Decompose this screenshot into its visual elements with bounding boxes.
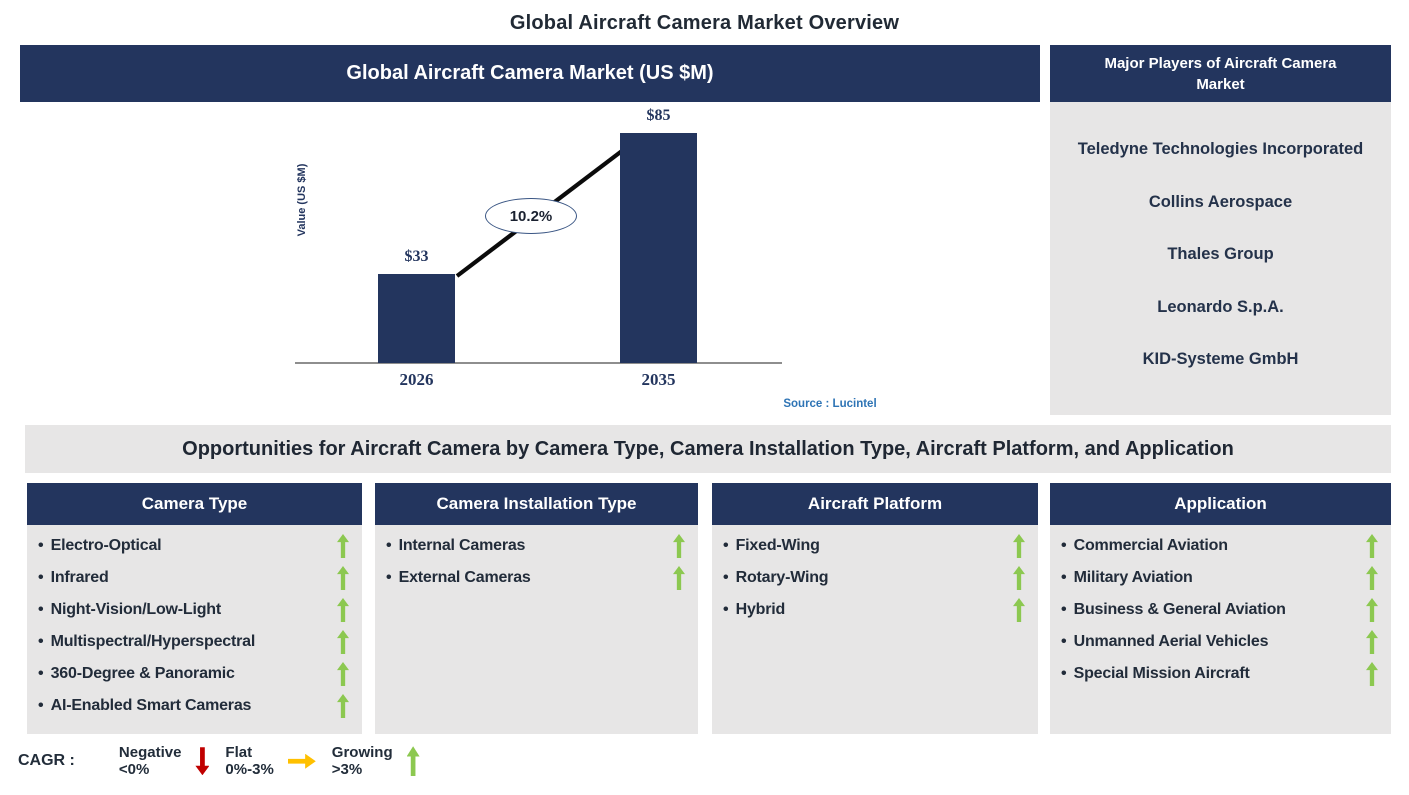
market-chart-panel (20, 45, 1040, 415)
growing-arrow-icon (1366, 630, 1378, 654)
list-item: • Hybrid (723, 594, 1025, 626)
growing-arrow-icon (337, 662, 349, 686)
bullet-icon (1061, 633, 1067, 651)
list-item: • Multispectral/Hyperspectral (38, 626, 349, 658)
growing-arrow-icon (1366, 662, 1378, 686)
major-players-title: Major Players of Aircraft Camera Market (1050, 45, 1391, 102)
list-item: • External Cameras (386, 562, 685, 594)
list-item: • Commercial Aviation (1061, 530, 1378, 562)
list-item: • Infrared (38, 562, 349, 594)
legend-entry-name: Growing (331, 744, 393, 761)
chart-panel-title: Global Aircraft Camera Market (US $M) (20, 45, 1040, 102)
list-item: • Military Aviation (1061, 562, 1378, 594)
column-application (1050, 483, 1391, 734)
growing-arrow-icon (1366, 598, 1378, 622)
x-tick-2026: 2026 (399, 370, 434, 389)
x-tick-2035: 2035 (641, 370, 676, 389)
column-camera-installation-type (375, 483, 698, 734)
growing-arrow-icon (1013, 598, 1025, 622)
bullet-icon (38, 697, 44, 715)
column-title: Application (1050, 483, 1391, 525)
column-items (27, 525, 362, 734)
bar-2026 (378, 274, 455, 363)
bullet-icon (723, 537, 729, 555)
column-items (1050, 525, 1391, 734)
legend-entry-range: <0% (118, 761, 150, 779)
cagr-legend (18, 744, 420, 779)
list-item: • 360-Degree & Panoramic (38, 658, 349, 690)
opportunities-banner: Opportunities for Aircraft Camera by Camera Type, Camera Installation Type, Aircraft Platform, and Application (25, 425, 1391, 473)
growing-arrow-icon (337, 630, 349, 654)
bullet-icon (38, 601, 44, 619)
bullet-icon (386, 537, 392, 555)
legend-entry-growing (332, 744, 393, 779)
major-players-list (1050, 102, 1391, 415)
bar-2035 (620, 133, 697, 363)
cagr-badge: 10.2% (485, 198, 577, 234)
list-item: • Night-Vision/Low-Light (38, 594, 349, 626)
y-axis-label: Value (US $M) (296, 163, 308, 237)
bullet-icon (723, 601, 729, 619)
list-item: • Internal Cameras (386, 530, 685, 562)
legend-entry-range: 0%-3% (225, 761, 274, 779)
list-item: • Business & General Aviation (1061, 594, 1378, 626)
legend-entry-flat (225, 744, 273, 779)
growing-arrow-icon (407, 746, 420, 776)
list-item: • Special Mission Aircraft (1061, 658, 1378, 690)
player-item: Leonardo S.p.A. (1157, 297, 1284, 316)
cagr-legend-label: CAGR : (18, 752, 75, 770)
legend-entry-name: Negative (118, 744, 182, 761)
column-title: Aircraft Platform (712, 483, 1038, 525)
bullet-icon (386, 569, 392, 587)
bullet-icon (723, 569, 729, 587)
growing-arrow-icon (673, 534, 685, 558)
player-item: Teledyne Technologies Incorporated (1077, 140, 1364, 159)
growing-arrow-icon (1366, 534, 1378, 558)
bullet-icon (1061, 569, 1067, 587)
list-item: • Fixed-Wing (723, 530, 1025, 562)
bullet-icon (38, 569, 44, 587)
bullet-icon (38, 537, 44, 555)
bar-chart (20, 102, 1040, 415)
legend-entry-name: Flat (225, 744, 253, 761)
page-title: Global Aircraft Camera Market Overview (509, 12, 900, 34)
column-title: Camera Installation Type (375, 483, 698, 525)
legend-entry-range: >3% (331, 761, 363, 779)
column-items (375, 525, 698, 734)
player-item: Collins Aerospace (1148, 192, 1293, 211)
growing-arrow-icon (337, 598, 349, 622)
growing-arrow-icon (337, 534, 349, 558)
source-note: Source : Lucintel (783, 398, 877, 410)
column-items (712, 525, 1038, 734)
major-players-panel (1050, 45, 1391, 415)
bullet-icon (38, 633, 44, 651)
negative-arrow-icon (195, 747, 209, 775)
list-item: • Unmanned Aerial Vehicles (1061, 626, 1378, 658)
bullet-icon (38, 665, 44, 683)
chart-axis-and-arrow (20, 102, 1040, 415)
list-item: • AI-Enabled Smart Cameras (38, 690, 349, 722)
bullet-icon (1061, 665, 1067, 683)
column-aircraft-platform (712, 483, 1038, 734)
player-item: Thales Group (1167, 245, 1274, 264)
flat-arrow-icon (288, 754, 316, 769)
growing-arrow-icon (337, 566, 349, 590)
growing-arrow-icon (1013, 534, 1025, 558)
legend-entry-negative (119, 744, 182, 779)
player-item: KID-Systeme GmbH (1142, 350, 1299, 369)
growing-arrow-icon (673, 566, 685, 590)
growing-arrow-icon (337, 694, 349, 718)
column-camera-type (27, 483, 362, 734)
list-item: • Rotary-Wing (723, 562, 1025, 594)
list-item: • Electro-Optical (38, 530, 349, 562)
growing-arrow-icon (1366, 566, 1378, 590)
growing-arrow-icon (1013, 566, 1025, 590)
bullet-icon (1061, 537, 1067, 555)
column-title: Camera Type (27, 483, 362, 525)
bar-value-2035: $85 (646, 107, 671, 124)
bar-value-2026: $33 (404, 248, 429, 265)
bullet-icon (1061, 601, 1067, 619)
